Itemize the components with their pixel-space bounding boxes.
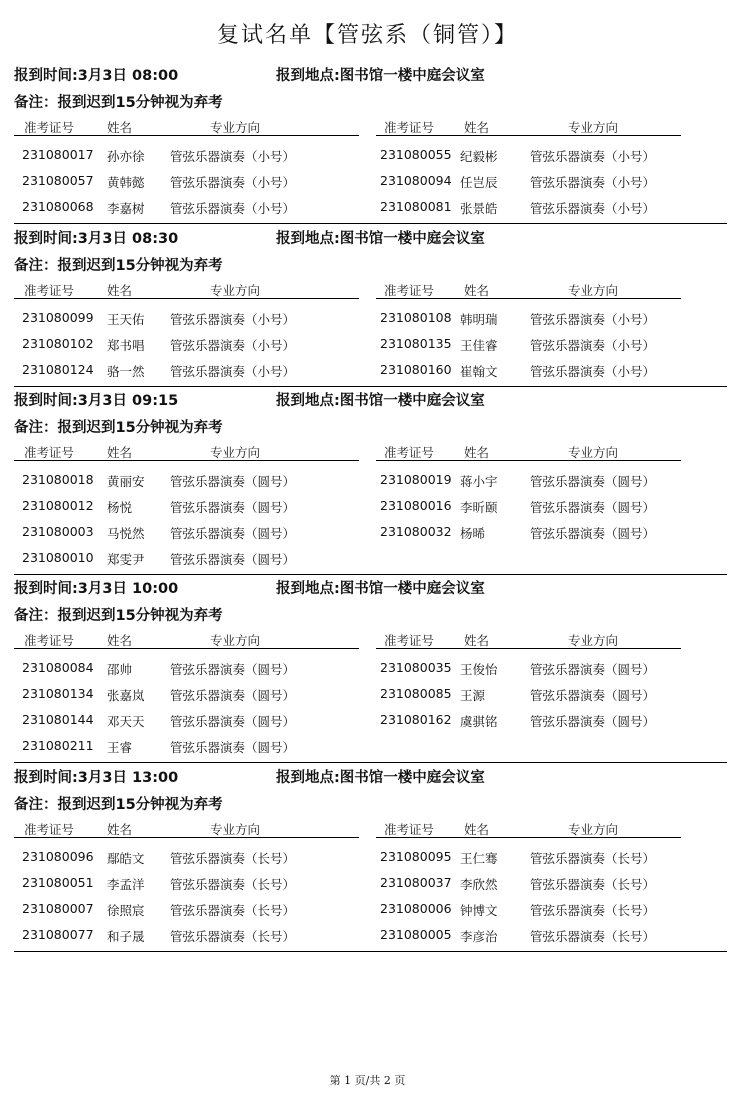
report-location: 报到地点:图书馆一楼中庭会议室: [276, 393, 485, 409]
student-name: 蒋小宇: [460, 474, 498, 489]
report-location: 报到地点:图书馆一楼中庭会议室: [276, 231, 485, 247]
schedule-section: [14, 764, 727, 951]
major: 管弦乐器演奏（圆号）: [530, 500, 656, 515]
student-name: 王佳睿: [460, 338, 498, 353]
page-title: 复试名单【管弦系（铜管）】: [216, 23, 518, 48]
student-name: 黄丽安: [107, 474, 145, 489]
table-row: [14, 522, 727, 542]
table-header-left: [14, 116, 359, 136]
student-name: 郑雯尹: [107, 552, 145, 567]
major: 管弦乐器演奏（圆号）: [170, 662, 296, 677]
student-name: 黄韩懿: [107, 175, 145, 190]
table-row: [14, 548, 727, 568]
schedule-section: [14, 575, 727, 762]
student-name: 李嘉树: [107, 201, 145, 216]
header-underline: [376, 648, 681, 649]
major: 管弦乐器演奏（小号）: [170, 201, 296, 216]
major: 管弦乐器演奏（长号）: [170, 851, 296, 866]
header-id: 准考证号: [384, 283, 435, 298]
major: 管弦乐器演奏（长号）: [530, 877, 656, 892]
major: 管弦乐器演奏（小号）: [170, 149, 296, 164]
report-time: 报到时间:3月3日 09:15: [14, 393, 179, 409]
student-name: 韩明瑞: [460, 312, 498, 327]
report-time: 报到时间:3月3日 10:00: [14, 581, 179, 597]
exam-id: 231080081: [380, 199, 452, 214]
student-name: 钟博文: [460, 903, 498, 918]
table-row: [14, 360, 727, 380]
student-name: 张嘉岚: [107, 688, 145, 703]
schedule-section: [14, 62, 727, 223]
header-underline: [376, 837, 681, 838]
table-row: [14, 684, 727, 704]
header-id: 准考证号: [24, 633, 75, 648]
header-underline: [14, 648, 359, 649]
student-name: 李孟洋: [107, 877, 145, 892]
table-row: [14, 334, 727, 354]
table-row: [14, 171, 727, 191]
student-name: 郑书唱: [107, 338, 145, 353]
student-name: 纪毅彬: [460, 149, 498, 164]
student-name: 鄢皓文: [107, 851, 145, 866]
student-name: 马悦然: [107, 526, 145, 541]
student-name: 骆一然: [107, 364, 145, 379]
major: 管弦乐器演奏（长号）: [530, 851, 656, 866]
header-name: 姓名: [107, 445, 133, 460]
exam-id: 231080010: [22, 550, 94, 565]
table-row: [14, 658, 727, 678]
table-header-left: [14, 279, 359, 299]
header-underline: [376, 460, 681, 461]
header-major: 专业方向: [210, 822, 261, 837]
student-name: 王仁骞: [460, 851, 498, 866]
header-major: 专业方向: [568, 283, 619, 298]
section-note: 备注：报到迟到15分钟视为弃考: [14, 797, 223, 813]
student-name: 张景皓: [460, 201, 498, 216]
major: 管弦乐器演奏（长号）: [530, 903, 656, 918]
student-name: 王源: [460, 688, 486, 703]
student-name: 邓天天: [107, 714, 145, 729]
table-row: [14, 925, 727, 945]
exam-id: 231080016: [380, 498, 452, 513]
header-id: 准考证号: [24, 445, 75, 460]
exam-id: 231080102: [22, 336, 94, 351]
exam-id: 231080068: [22, 199, 94, 214]
section-info: [14, 62, 727, 84]
student-name: 任岂辰: [460, 175, 498, 190]
exam-id: 231080085: [380, 686, 452, 701]
student-name: 孙亦徐: [107, 149, 145, 164]
major: 管弦乐器演奏（长号）: [170, 903, 296, 918]
section-divider: [14, 223, 727, 224]
table-header-left: [14, 629, 359, 649]
exam-id: 231080134: [22, 686, 94, 701]
header-name: 姓名: [107, 283, 133, 298]
exam-id: 231080032: [380, 524, 452, 539]
section-info: [14, 575, 727, 597]
major: 管弦乐器演奏（小号）: [530, 175, 656, 190]
major: 管弦乐器演奏（圆号）: [530, 714, 656, 729]
section-note: 备注：报到迟到15分钟视为弃考: [14, 95, 223, 111]
report-location: 报到地点:图书馆一楼中庭会议室: [276, 68, 485, 84]
major: 管弦乐器演奏（圆号）: [530, 688, 656, 703]
section-note: 备注：报到迟到15分钟视为弃考: [14, 608, 223, 624]
student-name: 李彦治: [460, 929, 498, 944]
exam-id: 231080057: [22, 173, 94, 188]
student-name: 王俊怡: [460, 662, 498, 677]
table-header-left: [14, 818, 359, 838]
major: 管弦乐器演奏（圆号）: [170, 474, 296, 489]
header-name: 姓名: [464, 633, 490, 648]
student-name: 王天佑: [107, 312, 145, 327]
header-major: 专业方向: [210, 633, 261, 648]
header-name: 姓名: [107, 822, 133, 837]
header-name: 姓名: [107, 120, 133, 135]
header-id: 准考证号: [24, 120, 75, 135]
exam-id: 231080018: [22, 472, 94, 487]
header-underline: [14, 135, 359, 136]
header-major: 专业方向: [568, 120, 619, 135]
header-name: 姓名: [464, 822, 490, 837]
major: 管弦乐器演奏（圆号）: [170, 500, 296, 515]
table-header-right: [376, 441, 681, 461]
major: 管弦乐器演奏（圆号）: [170, 552, 296, 567]
section-info: [14, 387, 727, 409]
table-row: [14, 197, 727, 217]
section-info: [14, 764, 727, 786]
header-major: 专业方向: [568, 445, 619, 460]
header-underline: [376, 298, 681, 299]
major: 管弦乐器演奏（圆号）: [530, 474, 656, 489]
student-name: 杨晞: [460, 526, 486, 541]
major: 管弦乐器演奏（圆号）: [170, 714, 296, 729]
header-id: 准考证号: [24, 283, 75, 298]
table-row: [14, 145, 727, 165]
major: 管弦乐器演奏（圆号）: [170, 688, 296, 703]
major: 管弦乐器演奏（长号）: [530, 929, 656, 944]
student-name: 虞骐铭: [460, 714, 498, 729]
header-underline: [14, 460, 359, 461]
major: 管弦乐器演奏（小号）: [170, 364, 296, 379]
exam-id: 231080095: [380, 849, 452, 864]
section-note: 备注：报到迟到15分钟视为弃考: [14, 258, 223, 274]
exam-id: 231080007: [22, 901, 94, 916]
section-info: [14, 225, 727, 247]
report-time: 报到时间:3月3日 13:00: [14, 770, 179, 786]
exam-id: 231080006: [380, 901, 452, 916]
report-time: 报到时间:3月3日 08:00: [14, 68, 179, 84]
major: 管弦乐器演奏（小号）: [530, 364, 656, 379]
header-id: 准考证号: [384, 633, 435, 648]
header-major: 专业方向: [210, 445, 261, 460]
major: 管弦乐器演奏（圆号）: [170, 740, 296, 755]
report-location: 报到地点:图书馆一楼中庭会议室: [276, 770, 485, 786]
exam-id: 231080160: [380, 362, 452, 377]
exam-id: 231080162: [380, 712, 452, 727]
table-row: [14, 470, 727, 490]
exam-id: 231080051: [22, 875, 94, 890]
exam-id: 231080077: [22, 927, 94, 942]
table-row: [14, 710, 727, 730]
header-name: 姓名: [464, 445, 490, 460]
exam-id: 231080135: [380, 336, 452, 351]
exam-id: 231080019: [380, 472, 452, 487]
major: 管弦乐器演奏（圆号）: [170, 526, 296, 541]
major: 管弦乐器演奏（小号）: [170, 175, 296, 190]
student-name: 徐照宸: [107, 903, 145, 918]
section-note: 备注：报到迟到15分钟视为弃考: [14, 420, 223, 436]
major: 管弦乐器演奏（小号）: [530, 312, 656, 327]
header-underline: [376, 135, 681, 136]
header-name: 姓名: [464, 283, 490, 298]
major: 管弦乐器演奏（小号）: [530, 149, 656, 164]
table-row: [14, 899, 727, 919]
table-header-right: [376, 818, 681, 838]
header-id: 准考证号: [384, 120, 435, 135]
exam-id: 231080144: [22, 712, 94, 727]
header-name: 姓名: [464, 120, 490, 135]
table-header-right: [376, 629, 681, 649]
exam-id: 231080099: [22, 310, 94, 325]
major: 管弦乐器演奏（长号）: [170, 929, 296, 944]
major: 管弦乐器演奏（圆号）: [530, 662, 656, 677]
exam-id: 231080124: [22, 362, 94, 377]
major: 管弦乐器演奏（长号）: [170, 877, 296, 892]
exam-id: 231080094: [380, 173, 452, 188]
table-row: [14, 496, 727, 516]
table-row: [14, 308, 727, 328]
header-underline: [14, 837, 359, 838]
section-divider: [14, 951, 727, 952]
exam-id: 231080017: [22, 147, 94, 162]
header-id: 准考证号: [384, 822, 435, 837]
exam-id: 231080108: [380, 310, 452, 325]
schedule-section: [14, 387, 727, 574]
table-header-right: [376, 279, 681, 299]
exam-id: 231080012: [22, 498, 94, 513]
student-name: 王睿: [107, 740, 133, 755]
header-underline: [14, 298, 359, 299]
exam-id: 231080084: [22, 660, 94, 675]
schedule-section: [14, 225, 727, 386]
student-name: 李欣然: [460, 877, 498, 892]
major: 管弦乐器演奏（圆号）: [530, 526, 656, 541]
table-row: [14, 736, 727, 756]
table-header-right: [376, 116, 681, 136]
student-name: 崔翰文: [460, 364, 498, 379]
exam-id: 231080035: [380, 660, 452, 675]
header-major: 专业方向: [210, 283, 261, 298]
report-location: 报到地点:图书馆一楼中庭会议室: [276, 581, 485, 597]
major: 管弦乐器演奏（小号）: [530, 201, 656, 216]
report-time: 报到时间:3月3日 08:30: [14, 231, 179, 247]
header-major: 专业方向: [568, 822, 619, 837]
exam-id: 231080003: [22, 524, 94, 539]
exam-id: 231080037: [380, 875, 452, 890]
table-row: [14, 847, 727, 867]
student-name: 李昕颐: [460, 500, 498, 515]
student-name: 和子晟: [107, 929, 145, 944]
header-name: 姓名: [107, 633, 133, 648]
exam-id: 231080055: [380, 147, 452, 162]
header-major: 专业方向: [568, 633, 619, 648]
exam-id: 231080005: [380, 927, 452, 942]
exam-id: 231080211: [22, 738, 94, 753]
header-id: 准考证号: [384, 445, 435, 460]
table-row: [14, 873, 727, 893]
student-name: 邵帅: [107, 662, 133, 677]
major: 管弦乐器演奏（小号）: [170, 312, 296, 327]
page-footer: 第 1 页/共 2 页: [329, 1074, 406, 1087]
table-header-left: [14, 441, 359, 461]
header-id: 准考证号: [24, 822, 75, 837]
student-name: 杨悦: [107, 500, 133, 515]
section-divider: [14, 762, 727, 763]
exam-id: 231080096: [22, 849, 94, 864]
header-major: 专业方向: [210, 120, 261, 135]
major: 管弦乐器演奏（小号）: [530, 338, 656, 353]
major: 管弦乐器演奏（小号）: [170, 338, 296, 353]
